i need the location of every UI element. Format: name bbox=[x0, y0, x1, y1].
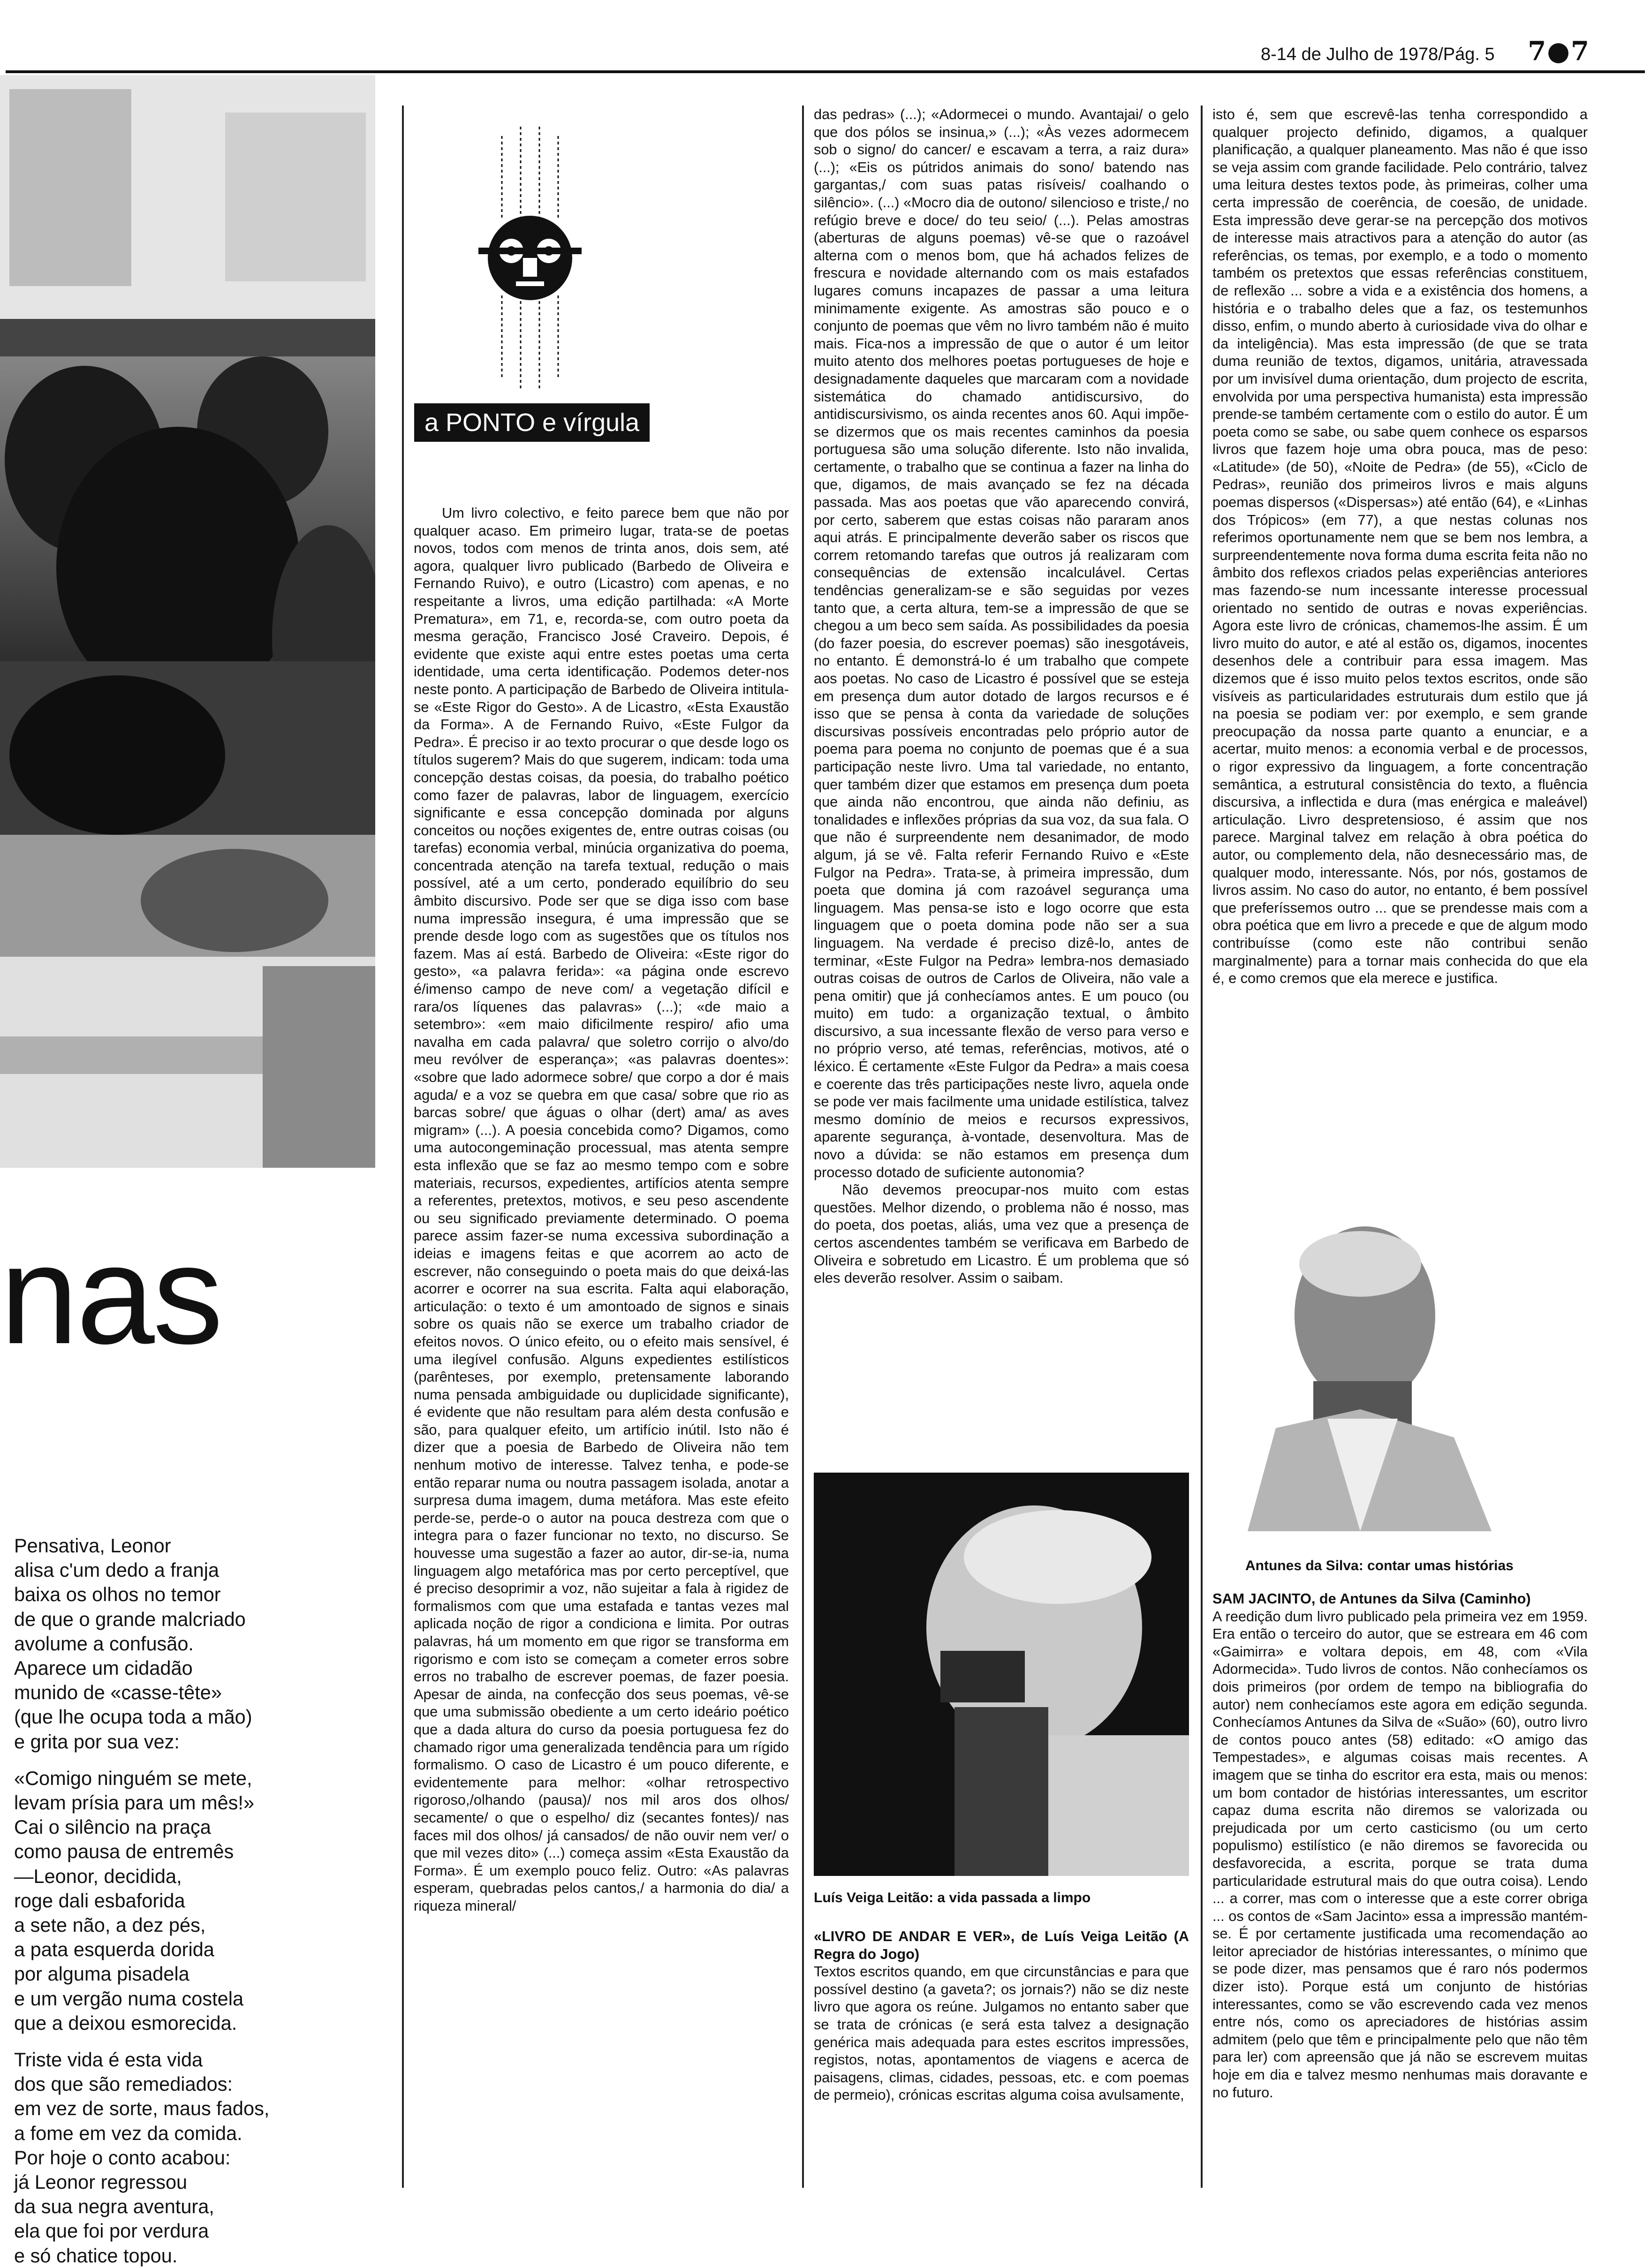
poem-line: roge dali esbaforida bbox=[14, 1889, 185, 1912]
poem-line: baixa os olhos no temor bbox=[14, 1583, 221, 1606]
poem-line: —Leonor, decidida, bbox=[14, 1865, 182, 1887]
column-rule bbox=[802, 106, 804, 2188]
poem-line: que a deixou esmorecida. bbox=[14, 2011, 237, 2034]
review-text: isto é, sem que escrevê-las tenha correspondido a qualquer projecto definido, digamos, a qualquer planificação, a qualquer planeamento. Mas não é que isso se veja assim com grande facilidade. Pelo contrário, talvez uma leitura destes textos pode, às primeiras, colher uma certa impressão de coerência, de coesão, de unidade. Esta impressão deve gerar-se na percepção dos motivos de interesse mais atractivos para a atenção do autor (as referências, os temas, por exemplo, e a todo o momento também os pretextos que essas referências constituem, de reflexão ... sobre a vida e a existência dos homens, a história e o trabalho deles que a faz, os testemunhos disso, enfim, o mundo aberto à curiosidade viva do olhar e da inteligência). Mas esta impressão (de que se trata duma reunião de textos, digamos, unitária, atravessada por um invisível duma orientação, dum projecto de escrita, envolvida por uma perspectiva humanista) esta impressão prende-se também certamente com o estilo do autor. É um poeta como se sabe, ou sabe quem conhece os esparsos livros que fazem hoje uma obra pouca, mas de peso: «Latitude» (de 50), «Noite de Pedra» (de 55), «Ciclo de Pedras», reunião dos primeiros livros e mais alguns poemas dispersos («Dispersas») até então (64), e «Linhas dos Trópicos» (em 77), a que nestas colunas nos referimos oportunamente nem que se bem nos lembra, a surpreendentemente nova forma duma escrita feita não no âmbito dos reflexos criados pelas experiências anteriores mas fazendo-se num incessante interesse processual orientado no sentido de outras e novas experiências. Agora este livro de crónicas, chamemos-lhe assim. É um livro muito do autor, e até al estão os, digamos, inocentes desenhos dele a contribuir para essa imagem. Mas dizemos que é isso muito pelos textos escritos, onde são visíveis as particularidades estruturais dum estilo que já na poesia se podiam ver: por exemplo, e sem grande preocupação da nossa parte quanto a enunciar, e a acertar, muito menos: a economia verbal e de processos, o rigor expressivo da linguagem, a forte concentração semântica, a estrutural consistência do texto, a fluência discursiva, a inflectida e dura (mas enérgica e maleável) articulação. Livro despretensioso, é assim que nos parece. Marginal talvez em relação à obra poética do autor, ou complemento dela, não desnecessário mas, de qualquer modo, interessante. Nós, por nós, gostamos de livros assim. No caso do autor, no entanto, é bem possível que preferíssemos outro ... que se prendesse mais com a obra poética que em livro a precede e que de algum modo contribuísse (como este não contribui senão marginalmente) para a tornar mais conhecida do que ela é, e como cremos que ela merece e justifica. bbox=[1212, 106, 1588, 987]
poem-line: a pata esquerda dorida bbox=[14, 1938, 214, 1961]
review-title: SAM JACINTO, de Antunes da Silva (Caminho) bbox=[1212, 1590, 1531, 1607]
poem-line: em vez de sorte, maus fados, bbox=[14, 2097, 270, 2120]
poem-line: a sete não, a dez pés, bbox=[14, 1914, 206, 1936]
poem-line: já Leonor regressou bbox=[14, 2171, 188, 2193]
poem-line bbox=[14, 2035, 389, 2048]
poem-line: ela que foi por verdura bbox=[14, 2220, 209, 2242]
poem-line: alisa c'um dedo a franja bbox=[14, 1559, 220, 1581]
page-header bbox=[1261, 36, 1590, 67]
review-paragraph: das pedras» (...); «Adormecei o mundo. Avantajai/ o gelo que dos pólos se insinua,» (...); «Às vezes adormecem sob o signo/ do cancer/ e escavam a terra, a raiz dura» (...); «Eis os pútridos animais do sono/ batendo nas gargantas,/ com suas patas risíveis/ coalhando o silêncio». (...) «Mocro dia de outono/ silencioso e triste,/ no refúgio breve e doce/ do teu seio/ (...). Pelas amostras (aberturas de alguns poemas) vê-se que o razoável alterna com o menos bom, que há achados felizes de frescura e novidade alternando com os mais estafados lugares comuns incapazes de passar a uma leitura minimamente exigente. As amostras são pouco e o conjunto de poemas que vêm no livro também não é muito mais. Fica-nos a impressão de que o autor é um leitor muito atento dos melhores poetas portugueses de hoje e designadamente daqueles que marcaram com a novidade sistemática do chamado antidiscursivo, do antidiscursivismo, os ainda recentes anos 60. Aqui impõe-se dizermos que os mais recentes caminhos da poesia portuguesa são uma solução diferente. Isto não invalida, certamente, o trabalho que se continua a fazer na linha do que, digamos, de mais avançado se fez na década passada. Mas aos poetas que vão aparecendo convirá, por certo, saberem que estas coisas não pararam anos aqui atrás. E principalmente deverão saber os riscos que correm retomando tarefas que outros já realizaram com consequências de extensão incalculável. Certas tendências generalizam-se e são seguidas por vezes tanto que, a certa altura, tem-se a impressão de que se chegou a um beco sem saída. As possibilidades da poesia (do fazer poesia, do escrever poemas) são inesgotáveis, no entanto. É demonstrá-lo é um trabalho que compete aos poetas. No caso de Licastro é possível que se esteja em presença dum autor dotado de largos recursos e é isso que se pensa à conta da variedade de soluções discursivas possíveis encontradas pelo próprio autor de poema para poema no conjunto de poemas que é a sua participação neste livro. Uma tal variedade, no entanto, quer também dizer que estamos em presença dum poeta que ainda não encontrou, que ainda não definiu, as tonalidades e inflexões próprias da sua voz, da sua fala. O que não é surpreendente nem desanimador, de modo algum, já se vê. Falta referir Fernando Ruivo e «Este Fulgor na Pedra». Trata-se, à primeira impressão, dum poeta que domina já com razoável segurança uma linguagem. Mas pensa-se isto e logo ocorre que esta linguagem que o poeta domina pode não ser a sua linguagem. Na verdade é preciso dizê-lo, antes de terminar, «Este Fulgor na Pedra» lembra-nos demasiado outras coisas de outros de Carlos de Oliveira, não vale a pena omitir) que já conhecíamos antes. E um pouco (ou muito) em tudo: a organização textual, o âmbito discursivo, a sua incessante flexão de verso para verso e no próprio verso, até temas, referências, motivos, até o léxico. É certamente «Este Fulgor da Pedra» a mais coesa e coerente das três participações neste livro, aquela onde se pode ver mais facilmente uma unidade estilística, talvez mesmo domínio de meios e recursos expressivos, aparente segurança, à-vontade, desenvoltura. Mas de novo a dúvida: se não estamos em presença dum processo dotado de suficiente autonomia? bbox=[814, 106, 1189, 1180]
poem-line: a fome em vez da comida. bbox=[14, 2122, 242, 2144]
face-logo-icon bbox=[469, 117, 591, 399]
poem-line: da sua negra aventura, bbox=[14, 2195, 214, 2218]
poem-line: munido de «casse-tête» bbox=[14, 1681, 222, 1704]
top-rule bbox=[6, 70, 1645, 73]
magazine-logo: 7●7 bbox=[1528, 36, 1590, 67]
veiga-leitao-photo bbox=[814, 1473, 1189, 1876]
poem-line: Triste vida é esta vida bbox=[14, 2049, 203, 2071]
poem-line: Aparece um cidadão bbox=[14, 1657, 193, 1679]
poem-line: (que lhe ocupa toda a mão) bbox=[14, 1706, 252, 1728]
portrait-graphic bbox=[1219, 1194, 1585, 1531]
antunes-da-silva-photo bbox=[1219, 1194, 1585, 1531]
poem-line: de que o grande malcriado bbox=[14, 1608, 246, 1630]
poem-line bbox=[14, 1754, 389, 1766]
review-text: A reedição dum livro publicado pela primeira vez em 1959. Era então o terceiro do autor, que se estreara em 46 com «Gaimirra» e voltara depois, em 48, com «Vila Adormecida». Tudo livros de contos. Não conhecíamos os dois primeiros (por ordem de tempo na bibliografia do autor) nem conhecíamos este agora em edição segunda. Conhecíamos Antunes da Silva de «Suão» (60), outro livro de contos pouco antes (58) editado: «O amigo das Tempestades», e algumas coisas mais recentes. A imagem que se tinha do escritor era esta, mais ou menos: um bom contador de histórias interessantes, um escritor capaz duma escrita não diremos se valorizada ou prejudicada por um certo casticismo (ou um certo populismo) estilístico (e não diremos se favorecida ou desfavorecida, a escrita, porque se trata duma particularidade estrutural mais do que outra coisa). Lendo ... a correr, mas com o interesse que a este correr obriga ... os contos de «Sam Jacinto» essa a impressão mantém-se. É por certamente justificada uma recomendação ao leitor apreciador de histórias interessantes, o mínimo que se pode dizer, mas pensamos que é raro nós podermos dizer isto). Porque está um conjunto de histórias interessantes, como se vão escrevendo cada vez menos entre nós, como os apreciadores de histórias assim admitem (pelo que têm e principalmente pelo que não têm para ler) com apreensão que já não se escrevem muitas hoje em dia e talvez mesmo nenhumas mais doravante e no futuro. bbox=[1212, 1608, 1588, 2101]
column-rule bbox=[1201, 106, 1203, 2188]
poem-line: por alguma pisadela bbox=[14, 1963, 189, 1985]
review-text: Textos escritos quando, em que circunstâncias e para que possível destino (a gaveta?; os jornais?) não se diz neste livro que agora os reúne. Julgamos no entanto saber que se trata de crónicas (e será esta talvez a designação genérica mais adequada para estes escritos impressões, registos, notas, apontamentos de viagens e acerca de paisagens, climas, cidades, pessoas, etc. e com poemas de permeio), crónicas escritas alguma coisa avulsamente, bbox=[814, 1963, 1189, 2103]
review-paragraph: Não devemos preocupar-nos muito com estas questões. Melhor dizendo, o problema não é nosso, mas do poeta, dos poetas, aliás, uma vez que a presença de certos ascendentes também se verificava em Barbedo de Oliveira e sobretudo em Licastro. É um problema que só eles deverão resolver. Assim o saibam. bbox=[814, 1181, 1189, 1286]
review-column-2 bbox=[814, 106, 1189, 1461]
poem-line: e grita por sua vez: bbox=[14, 1730, 180, 1753]
review-livro-de-andar bbox=[814, 1928, 1189, 2200]
poem-line: e um vergão numa costela bbox=[14, 1987, 244, 2010]
poem-line: e só chatice topou. bbox=[14, 2244, 178, 2267]
poem-line: dos que são remediados: bbox=[14, 2073, 233, 2095]
market-photo bbox=[0, 75, 375, 1168]
photo-caption: Luís Veiga Leitão: a vida passada a limpo bbox=[814, 1890, 1091, 1905]
column-logo bbox=[469, 117, 591, 399]
poem-line: avolume a confusão. bbox=[14, 1632, 194, 1655]
review-title: «LIVRO DE ANDAR E VER», de Luís Veiga Leitão (A Regra do Jogo) bbox=[814, 1928, 1189, 1962]
photo-caption: Antunes da Silva: contar umas histórias bbox=[1245, 1558, 1514, 1573]
review-column-1 bbox=[414, 504, 789, 2192]
review-column-3 bbox=[1212, 106, 1588, 1165]
poem-line: levam prísia para um mês!» bbox=[14, 1792, 255, 1814]
poem-line: Pensativa, Leonor bbox=[14, 1535, 171, 1557]
poem bbox=[14, 1534, 389, 2268]
review-paragraph: Um livro colectivo, e feito parece bem que não por qualquer acaso. Em primeiro lugar, trata-se de poetas novos, todos com menos de trinta anos, dois sem, até agora, qualquer livro publicado (Barbedo de Oliveira e Fernando Ruivo), e outro (Licastro) com apenas, e no respeitante a livros, uma edição partilhada: «A Morte Prematura», em 71, e, recorda-se, com outro poeta da mesma geração, Francisco José Craveiro. Depois, é evidente que existe aqui entre estes poetas uma certa identidade, uma certa identificação. Podemos deter-nos neste ponto. A participação de Barbedo de Oliveira intitula-se «Este Rigor do Gesto». A de Licastro, «Esta Exaustão da Forma». A de Fernando Ruivo, «Este Fulgor da Pedra». É preciso ir ao texto procurar o que desde logo os títulos sugerem? Mais do que sugerem, indicam: toda uma concepção destas coisas, da poesia, do trabalho poético como fazer de palavras, labor de linguagem, exercício significante e essa concepção dominada por alguns conceitos ou noções exigentes de, entre outras coisas (ou tarefas) economia verbal, minúcia organizativa do poema, concentrada atenção na tarefa textual, redução o mais possível, até a um certo, ponderado equilíbrio do seu âmbito discursivo. Pode ser que se diga isso com base numa impressão insegura, é uma impressão que se prende desde logo com as sugestões que os títulos nos fazem. Mas aí está. Barbedo de Oliveira: «Este rigor do gesto», «a palavra ferida»: «a página onde escrevo é/imenso campo de neve com/ a vegetação difícil e rara/os líquenes das palavras» (...); «de maio a setembro»: «em maio dificilmente respiro/ afio uma navalha em cada palavra/ que soletro corrijo o alvo/do meu revólver de esperança»; «as palavras doentes»: «sobre que lado adormece sobre/ que corpo a dor é mais aguda/ e a voz se quebra em que casa/ sobre que rio as barcas sobre/ que águas o olhar (dert) ama/ as aves migram» (...). A poesia concebida como? Digamos, como uma autocongeminação processual, mas atenta sempre esta inflexão que se faz ao mesmo tempo com e sobre materiais, recursos, expedientes, artifícios atenta sempre a referentes, pretextos, motivos, e seu peso ascendente ou seu significado previamente determinado. O poema parece assim fazer-se numa excessiva subordinação a ideias e imagens feitas e que acorrem ao acto de escrever, não conseguindo o poeta mais do que deixá-las acorrer e ocorrer na sua escrita. Falta aqui elaboração, articulação: o texto é um amontoado de signos e sinais sobre os quais não se exerce um trabalho criador de efeitos novos. O único efeito, ou o efeito mais sensível, é uma ilegível confusão. Alguns expedientes estilísticos (parênteses, por exemplo, pretensamente laborando numa pensada ambiguidade ou duplicidade significante), é evidente que não resultam para além desta confusão e são, para qualquer efeito, um artifício inútil. Isto não é dizer que a poesia de Barbedo de Oliveira não tem nenhum motivo de interesse. Talvez tenha, e pode-se então reparar numa ou noutra passagem isolada, anotar a surpresa duma imagem, duma metáfora. Mas este efeito perde-se, perde-o o autor na pouca destreza com que o integra para o fazer funcionar no texto, no discurso. Se houvesse uma sugestão a fazer ao autor, dir-se-ia, numa linguagem algo metafórica mas por certo perceptível, que é preciso desoprimir a voz, não sujeitar a fala à rigidez de formalismos com que uma estafada e tantas vezes mal aplicada noção de rigor a condiciona e limita. Por outras palavras, há um momento em que rigor se transforma em rigorismo e com isto se começam a cometer erros sobre erros no trabalho de escrever poemas, de fazer poesia. Apesar de ainda, na confecção dos seus poemas, vê-se que uma submissão obediente a um certo ideário poético que a dada altura do curso da poesia portuguesa fez do chamado rigor uma generalizada tendência para um rígido formalismo. O caso de Licastro é um pouco diferente, e evidentemente para melhor: «olhar retrospectivo rigoroso,/olhando (pausa)/ nos mil aros dos olhos/ secamente/ o que o espelho/ diz (secantes fontes)/ nas faces mil dos olhos/ já cansados/ de não ouvir nem ver/ o que mil vezes dito» (...) começa assim «Esta Exaustão da Forma». É um exemplo pouco feliz. Outro: «As palavras esperam, quebradas pelos cantos,/ a harmonia do dia/ a riqueza mineral/ bbox=[414, 505, 789, 1914]
portrait-graphic bbox=[814, 1473, 1189, 1876]
market-photo-graphic bbox=[0, 75, 375, 1168]
column-rule bbox=[402, 106, 404, 2188]
column-tag: a PONTO e vírgula bbox=[414, 403, 650, 442]
date-page: 8-14 de Julho de 1978/Pág. 5 bbox=[1261, 45, 1495, 64]
review-sam-jacinto bbox=[1212, 1590, 1588, 2200]
poem-line: Por hoje o conto acabou: bbox=[14, 2146, 231, 2169]
poem-line: «Comigo ninguém se mete, bbox=[14, 1767, 252, 1789]
poem-line: como pausa de entremês bbox=[14, 1840, 234, 1863]
headline-fragment: nas bbox=[0, 1216, 221, 1373]
poem-line: Cai o silêncio na praça bbox=[14, 1816, 211, 1838]
